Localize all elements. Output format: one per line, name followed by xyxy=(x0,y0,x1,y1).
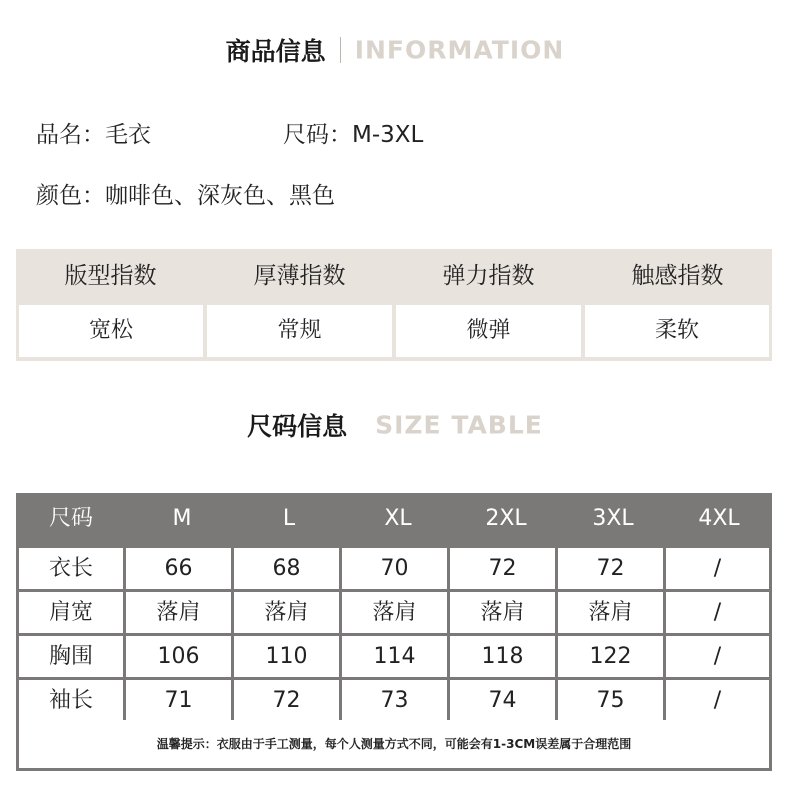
size-cell-sleeve-xl: 73 xyxy=(342,680,447,721)
size-cell-sleeve-4xl: / xyxy=(666,680,769,721)
index-value-fit: 宽松 xyxy=(19,305,203,357)
size-cell-shoulder-size: 肩宽 xyxy=(19,592,123,633)
size-cell-length-3xl: 72 xyxy=(558,548,663,589)
info-title-en: INFORMATION xyxy=(354,35,565,65)
size-cell-shoulder-3xl: 落肩 xyxy=(558,592,663,633)
index-header-elasticity: 弹力指数 xyxy=(442,263,535,289)
index-value-touch: 柔软 xyxy=(585,305,769,357)
size-cell-length-2xl: 72 xyxy=(450,548,555,589)
size-header-3xl: 3XL xyxy=(592,506,634,531)
product-name: 品名：毛衣 xyxy=(36,122,151,148)
index-header-thickness: 厚薄指数 xyxy=(253,263,346,289)
product-colors: 颜色：咖啡色、深灰色、黑色 xyxy=(36,183,335,209)
index-header-fit: 版型指数 xyxy=(64,263,157,289)
size-cell-sleeve-3xl: 75 xyxy=(558,680,663,721)
size-cell-shoulder-xl: 落肩 xyxy=(342,592,447,633)
size-cell-shoulder-m: 落肩 xyxy=(126,592,231,633)
size-header-m: M xyxy=(172,506,192,531)
size-cell-chest-size: 胸围 xyxy=(19,636,123,677)
index-value-thickness: 常规 xyxy=(207,305,392,357)
size-table xyxy=(16,493,772,771)
size-cell-length-xl: 70 xyxy=(342,548,447,589)
size-cell-shoulder-4xl: / xyxy=(666,592,769,633)
info-title-zh: 商品信息 xyxy=(225,37,326,66)
info-section-title xyxy=(0,32,790,72)
size-title-zh: 尺码信息 xyxy=(247,412,348,441)
size-cell-chest-m: 106 xyxy=(126,636,231,677)
size-title-en: SIZE TABLE xyxy=(375,410,543,440)
size-cell-length-4xl: / xyxy=(666,548,769,589)
size-cell-length-size: 衣长 xyxy=(19,548,123,589)
size-cell-sleeve-2xl: 74 xyxy=(450,680,555,721)
size-cell-length-l: 68 xyxy=(234,548,339,589)
size-cell-shoulder-2xl: 落肩 xyxy=(450,592,555,633)
size-cell-chest-xl: 114 xyxy=(342,636,447,677)
size-header-4xl: 4XL xyxy=(698,506,740,531)
product-size-range: 尺码：M-3XL xyxy=(283,122,424,148)
index-header-touch: 触感指数 xyxy=(631,263,724,289)
size-cell-sleeve-m: 71 xyxy=(126,680,231,721)
size-header-xl: XL xyxy=(384,506,412,531)
size-cell-chest-3xl: 122 xyxy=(558,636,663,677)
size-section-title xyxy=(0,407,790,447)
size-cell-sleeve-l: 72 xyxy=(234,680,339,721)
index-table xyxy=(16,249,772,361)
index-value-elasticity: 微弹 xyxy=(396,305,581,357)
size-header-size: 尺码 xyxy=(48,506,93,531)
size-cell-chest-4xl: / xyxy=(666,636,769,677)
size-cell-sleeve-size: 袖长 xyxy=(19,680,123,721)
title-divider xyxy=(340,37,341,63)
size-note: 温馨提示：衣服由于手工测量，每个人测量方式不同，可能会有1-3CM误差属于合理范围 xyxy=(19,720,769,768)
size-header-2xl: 2XL xyxy=(485,506,527,531)
size-cell-shoulder-l: 落肩 xyxy=(234,592,339,633)
size-cell-chest-l: 110 xyxy=(234,636,339,677)
size-cell-chest-2xl: 118 xyxy=(450,636,555,677)
size-header-l: L xyxy=(282,506,296,531)
size-cell-length-m: 66 xyxy=(126,548,231,589)
